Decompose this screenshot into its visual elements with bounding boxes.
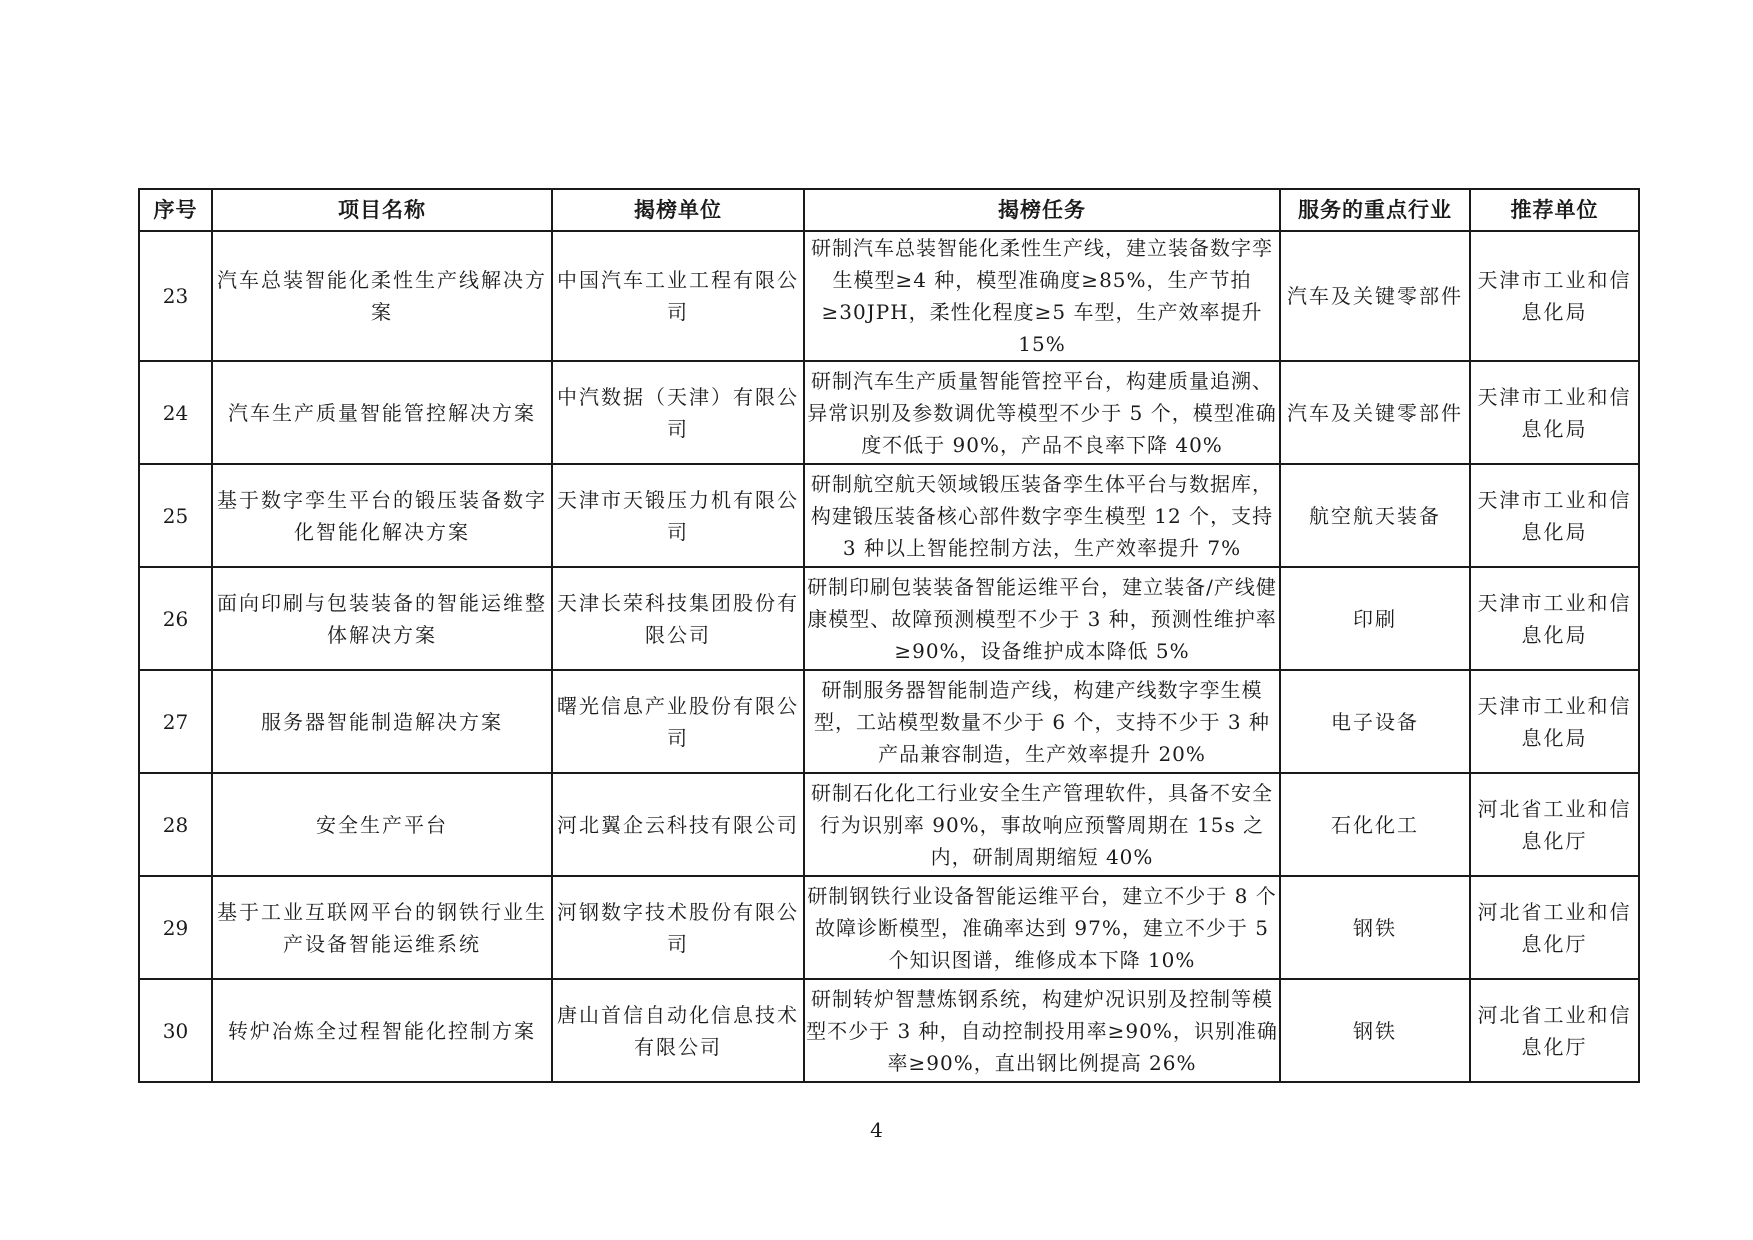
row-number: 23	[139, 231, 212, 361]
row-number: 24	[139, 361, 212, 464]
row-number: 25	[139, 464, 212, 567]
table-row	[139, 773, 1639, 876]
bidding-unit: 曙光信息产业股份有限公司	[552, 670, 804, 773]
page-number: 4	[870, 1118, 883, 1142]
bidding-unit: 天津市天锻压力机有限公司	[552, 464, 804, 567]
row-number: 30	[139, 979, 212, 1082]
recommending-unit: 天津市工业和信息化局	[1470, 464, 1639, 567]
bidding-unit: 中汽数据（天津）有限公司	[552, 361, 804, 464]
task-description: 研制服务器智能制造产线，构建产线数字孪生模型，工站模型数量不少于 6 个，支持不少于 3 种产品兼容制造，生产效率提升 20%	[804, 670, 1280, 773]
row-number: 26	[139, 567, 212, 670]
recommending-unit: 河北省工业和信息化厅	[1470, 979, 1639, 1082]
task-description: 研制汽车生产质量智能管控平台，构建质量追溯、异常识别及参数调优等模型不少于 5 个，模型准确度不低于 90%，产品不良率下降 40%	[804, 361, 1280, 464]
table-row	[139, 464, 1639, 567]
bidding-unit: 唐山首信自动化信息技术有限公司	[552, 979, 804, 1082]
table-row	[139, 361, 1639, 464]
row-number: 29	[139, 876, 212, 979]
header-recommender: 推荐单位	[1470, 189, 1639, 231]
recommending-unit: 河北省工业和信息化厅	[1470, 876, 1639, 979]
key-industry: 钢铁	[1280, 979, 1470, 1082]
project-name: 汽车总装智能化柔性生产线解决方案	[212, 231, 552, 361]
recommending-unit: 河北省工业和信息化厅	[1470, 773, 1639, 876]
row-number: 28	[139, 773, 212, 876]
table-row	[139, 876, 1639, 979]
key-industry: 汽车及关键零部件	[1280, 361, 1470, 464]
recommending-unit: 天津市工业和信息化局	[1470, 361, 1639, 464]
bidding-unit: 天津长荣科技集团股份有限公司	[552, 567, 804, 670]
header-no: 序号	[139, 189, 212, 231]
task-description: 研制转炉智慧炼钢系统，构建炉况识别及控制等模型不少于 3 种，自动控制投用率≥90%，识别准确率≥90%，直出钢比例提高 26%	[804, 979, 1280, 1082]
key-industry: 钢铁	[1280, 876, 1470, 979]
project-name: 汽车生产质量智能管控解决方案	[212, 361, 552, 464]
table-row	[139, 231, 1639, 361]
task-description: 研制钢铁行业设备智能运维平台，建立不少于 8 个故障诊断模型，准确率达到 97%，建立不少于 5 个知识图谱，维修成本下降 10%	[804, 876, 1280, 979]
table-row	[139, 670, 1639, 773]
project-name: 转炉冶炼全过程智能化控制方案	[212, 979, 552, 1082]
bidding-unit: 中国汽车工业工程有限公司	[552, 231, 804, 361]
header-unit: 揭榜单位	[552, 189, 804, 231]
project-table	[138, 188, 1640, 1083]
project-name: 基于工业互联网平台的钢铁行业生产设备智能运维系统	[212, 876, 552, 979]
task-description: 研制印刷包装装备智能运维平台，建立装备/产线健康模型、故障预测模型不少于 3 种，预测性维护率≥90%，设备维护成本降低 5%	[804, 567, 1280, 670]
recommending-unit: 天津市工业和信息化局	[1470, 567, 1639, 670]
key-industry: 印刷	[1280, 567, 1470, 670]
table-header-row	[139, 189, 1639, 231]
table-row	[139, 567, 1639, 670]
project-name: 面向印刷与包装装备的智能运维整体解决方案	[212, 567, 552, 670]
row-number: 27	[139, 670, 212, 773]
task-description: 研制汽车总装智能化柔性生产线，建立装备数字孪生模型≥4 种，模型准确度≥85%，生产节拍≥30JPH，柔性化程度≥5 车型，生产效率提升 15%	[804, 231, 1280, 361]
bidding-unit: 河钢数字技术股份有限公司	[552, 876, 804, 979]
bidding-unit: 河北翼企云科技有限公司	[552, 773, 804, 876]
key-industry: 石化化工	[1280, 773, 1470, 876]
project-name: 服务器智能制造解决方案	[212, 670, 552, 773]
table-row	[139, 979, 1639, 1082]
project-name: 安全生产平台	[212, 773, 552, 876]
header-industry: 服务的重点行业	[1280, 189, 1470, 231]
header-task: 揭榜任务	[804, 189, 1280, 231]
project-name: 基于数字孪生平台的锻压装备数字化智能化解决方案	[212, 464, 552, 567]
header-name: 项目名称	[212, 189, 552, 231]
key-industry: 航空航天装备	[1280, 464, 1470, 567]
key-industry: 电子设备	[1280, 670, 1470, 773]
task-description: 研制石化化工行业安全生产管理软件，具备不安全行为识别率 90%，事故响应预警周期在 15s 之内，研制周期缩短 40%	[804, 773, 1280, 876]
recommending-unit: 天津市工业和信息化局	[1470, 231, 1639, 361]
task-description: 研制航空航天领域锻压装备孪生体平台与数据库，构建锻压装备核心部件数字孪生模型 12 个，支持 3 种以上智能控制方法，生产效率提升 7%	[804, 464, 1280, 567]
recommending-unit: 天津市工业和信息化局	[1470, 670, 1639, 773]
key-industry: 汽车及关键零部件	[1280, 231, 1470, 361]
